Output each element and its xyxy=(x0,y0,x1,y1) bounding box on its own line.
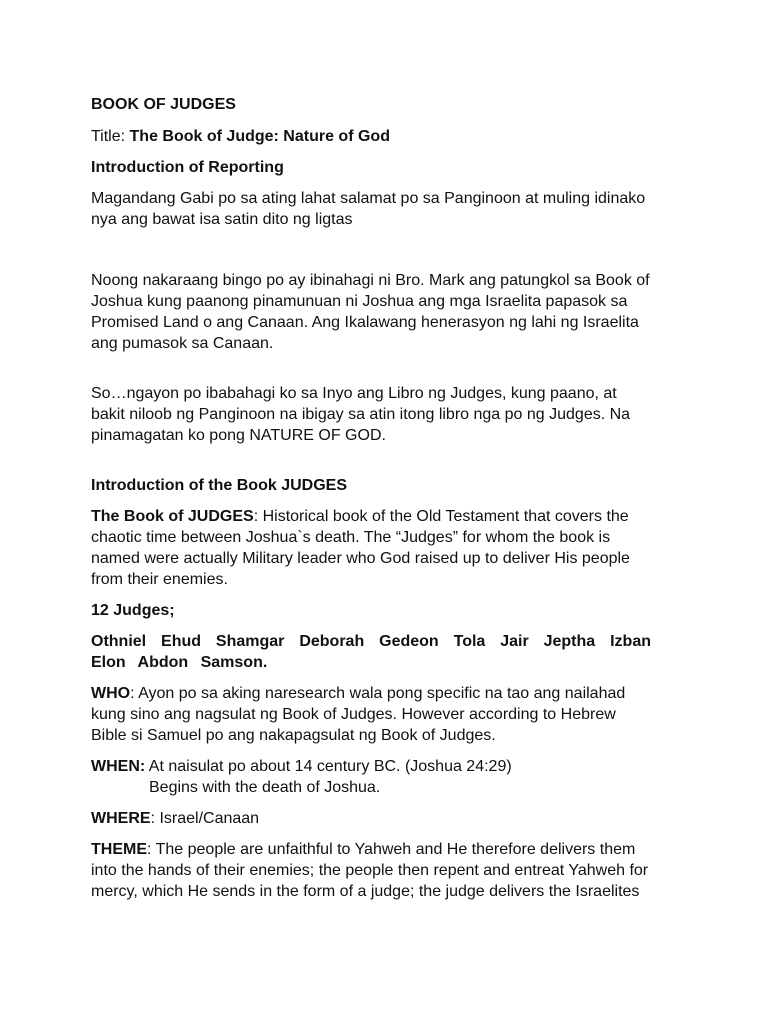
who-text: : Ayon po sa aking naresearch wala pong specific na tao ang nailahad kung sino ang nagsulat ng Book of Judges. However according to Hebrew Bible si Samuel po ang nakapagsulat ng Book of Judges. xyxy=(91,685,626,744)
where-label: WHERE xyxy=(91,810,151,827)
where-text: : Israel/Canaan xyxy=(150,810,260,827)
who-paragraph xyxy=(91,683,651,746)
intro-book-heading: Introduction of the Book JUDGES xyxy=(91,477,347,494)
document-page xyxy=(91,94,651,902)
intro-reporting-heading: Introduction of Reporting xyxy=(91,159,284,176)
recap-paragraph: Noong nakaraang bingo po ay ibinahagi ni Bro. Mark ang patungkol sa Book of Joshua kung paanong pinamunuan ni Joshua ang mga Israelita papasok sa Promised Land o ang Canaan. Ang Ikalawang henerasyon ng lahi ng Israelita ang pumasok sa Canaan. xyxy=(91,272,650,352)
greeting-paragraph: Magandang Gabi po sa ating lahat salamat po sa Panginoon at muling idinako nya ang bawat isa satin dito ng ligtas xyxy=(91,190,646,228)
theme-paragraph xyxy=(91,839,651,902)
document-heading: BOOK OF JUDGES xyxy=(91,96,236,113)
theme-text: : The people are unfaithful to Yahweh and He therefore delivers them into the hands of their enemies; the people then repent and entreat Yahweh for mercy, which He sends in the form of a judge; the judge delivers the Israelites xyxy=(91,841,649,900)
who-label: WHO xyxy=(91,685,131,702)
judges-list xyxy=(91,631,651,673)
when-paragraph xyxy=(91,756,651,798)
title-line xyxy=(91,126,651,147)
when-text-second-line: Begins with the death of Joshua. xyxy=(149,779,381,796)
judges-list-line2: Elon Abdon Samson. xyxy=(91,654,268,671)
title-label: Title: xyxy=(91,128,130,145)
book-label: The Book of JUDGES xyxy=(91,508,254,525)
judges-list-line1: Othniel Ehud Shamgar Deborah Gedeon Tola Jair Jeptha Izban xyxy=(91,633,651,650)
when-text: At naisulat po about 14 century BC. (Joshua 24:29) xyxy=(145,758,512,775)
transition-paragraph: So…ngayon po ibabahagi ko sa Inyo ang Libro ng Judges, kung paano, at bakit niloob ng Panginoon na ibigay sa atin itong libro nga po ng Judges. Na pinamagatan ko pong NATURE OF GOD. xyxy=(91,385,631,444)
theme-label: THEME xyxy=(91,841,147,858)
title-value: The Book of Judge: Nature of God xyxy=(129,128,390,145)
book-description-paragraph xyxy=(91,506,651,590)
when-label: WHEN: xyxy=(91,758,146,775)
judges-count: 12 Judges; xyxy=(91,602,175,619)
book-text: : Historical book of the Old Testament that covers the chaotic time between Joshua`s death. The “Judges” for whom the book is named were actually Military leader who God raised up to deliver His people from their enemies. xyxy=(91,508,630,588)
where-paragraph xyxy=(91,808,651,829)
